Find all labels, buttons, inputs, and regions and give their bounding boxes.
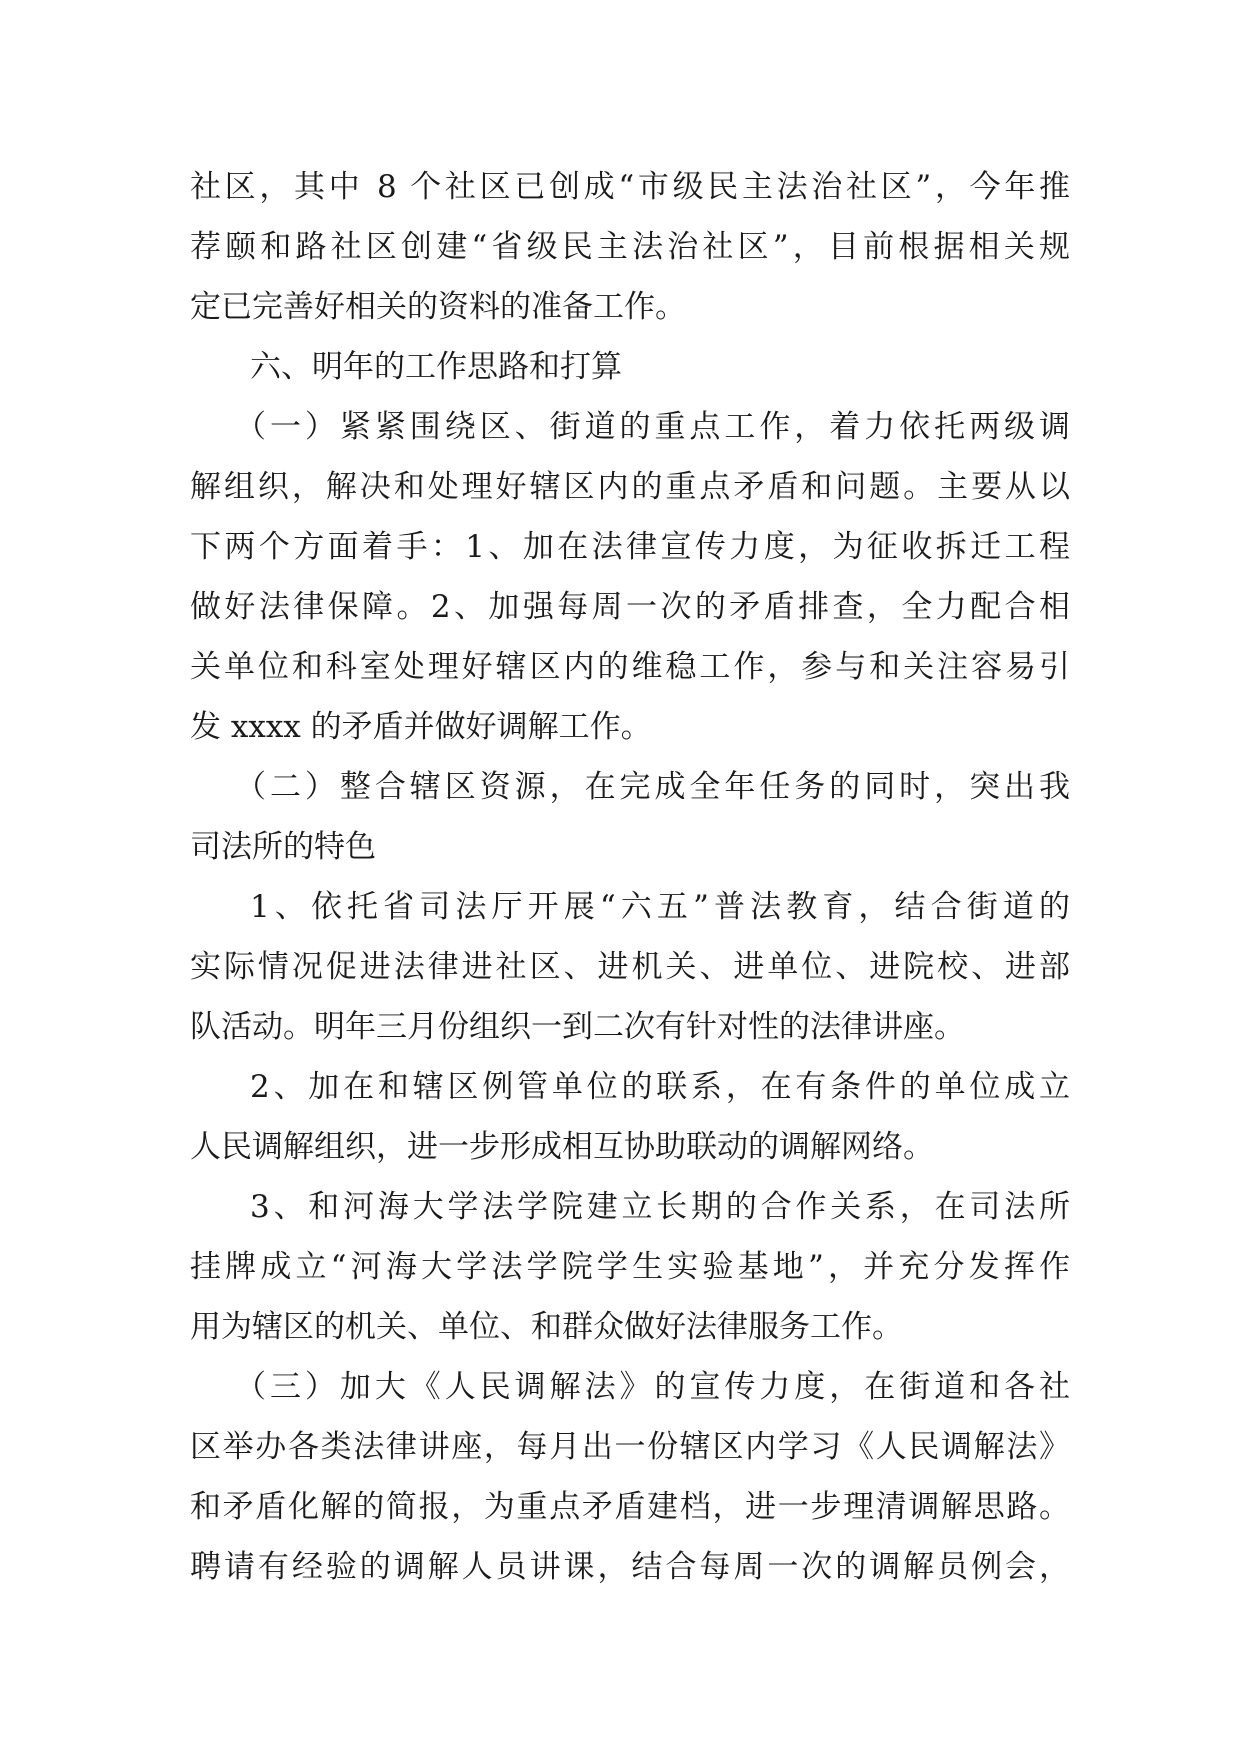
text-line-14: 实际情况促进法律进社区、进机关、进单位、进院校、进部 (190, 949, 1070, 985)
text-line-17: 人民调解组织，进一步形成相互协助联动的调解网络。 (190, 1129, 934, 1165)
text-line-19: 挂牌成立“河海大学法学院学生实验基地”，并充分发挥作 (190, 1249, 1070, 1285)
text-line-18: 3、和河海大学法学院建立长期的合作关系，在司法所 (250, 1189, 1070, 1225)
text-line-11: （二）整合辖区资源，在完成全年任务的同时，突出我 (235, 769, 1070, 805)
text-line-3: 定已完善好相关的资料的准备工作。 (190, 289, 686, 325)
text-line-16: 2、加在和辖区例管单位的联系，在有条件的单位成立 (250, 1069, 1070, 1105)
text-line-5: （一）紧紧围绕区、街道的重点工作，着力依托两级调 (235, 409, 1070, 445)
text-line-13: 1、依托省司法厅开展“六五”普法教育，结合街道的 (250, 889, 1070, 925)
text-line-20: 用为辖区的机关、单位、和群众做好法律服务工作。 (190, 1309, 903, 1345)
text-line-1: 社区，其中 8 个社区已创成“市级民主法治社区”，今年推 (190, 169, 1070, 205)
text-line-2: 荐颐和路社区创建“省级民主法治社区”，目前根据相关规 (190, 229, 1070, 265)
text-line-10: 发 xxxx 的矛盾并做好调解工作。 (190, 709, 652, 745)
text-line-7: 下两个方面着手：1、加在法律宣传力度，为征收拆迁工程 (190, 529, 1070, 565)
text-line-15: 队活动。明年三月份组织一到二次有针对性的法律讲座。 (190, 1009, 965, 1045)
text-line-9: 关单位和科室处理好辖区内的维稳工作，参与和关注容易引 (190, 649, 1070, 685)
text-line-24: 聘请有经验的调解人员讲课，结合每周一次的调解员例会， (190, 1549, 1070, 1585)
text-line-23: 和矛盾化解的简报，为重点矛盾建档，进一步理清调解思路。 (190, 1489, 1070, 1525)
text-line-6: 解组织，解决和处理好辖区内的重点矛盾和问题。主要从以 (190, 469, 1070, 505)
text-line-21: （三）加大《人民调解法》的宣传力度，在街道和各社 (235, 1369, 1070, 1405)
text-line-8: 做好法律保障。2、加强每周一次的矛盾排查，全力配合相 (190, 589, 1070, 625)
text-line-12: 司法所的特色 (190, 829, 376, 865)
section-heading: 六、明年的工作思路和打算 (250, 349, 622, 385)
text-line-22: 区举办各类法律讲座，每月出一份辖区内学习《人民调解法》 (190, 1429, 1070, 1465)
